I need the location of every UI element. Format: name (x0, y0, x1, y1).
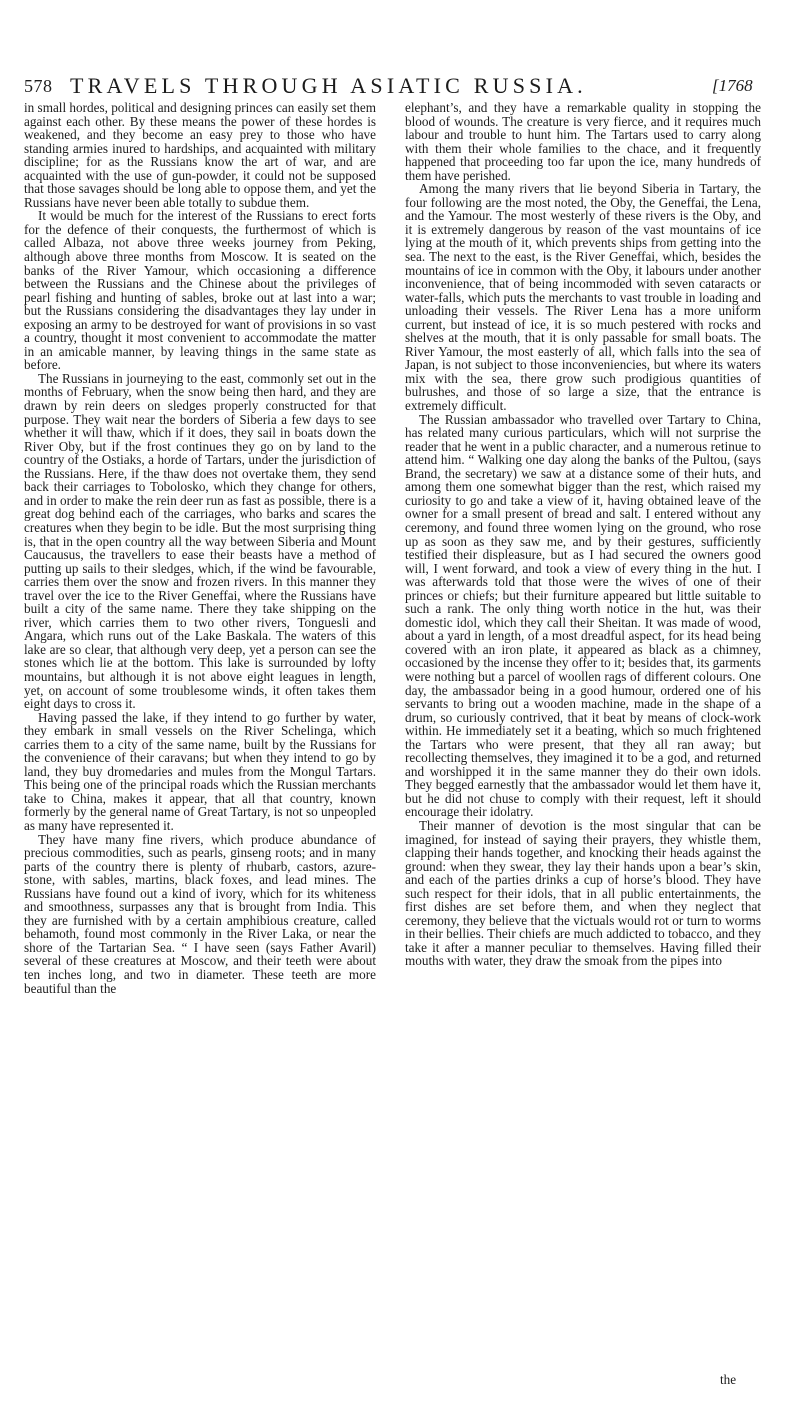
running-title: TRAVELS THROUGH ASIATIC RUSSIA. (70, 73, 587, 98)
paragraph: in small hordes, political and designing princes can easily set them against each other. By these means the power of these hordes is weakened, and they become an easy prey to those who have standing armies inured to hardships, and acquainted with military discipline; for as the Russians know the art of war, and are acquainted with the use of gun-powder, it could not be supposed that those savages should be long able to oppose them, and yet the Russians have never been able totally to subdue them. (24, 100, 376, 210)
paragraph: They have many fine rivers, which produce abundance of precious commodities, such as pearls, ginseng roots; and in many parts of the country there is plenty of rhubarb, castors, azure-stone, with sables, martins, black foxes, and lead mines. The Russians have found out a kind of ivory, which for its whiteness and smoothness, surpasses any that is brought from India. This they are furnished with by a certain amphibious creature, called behamoth, found most commonly in the River Laka, or near the shore of the Tartarian Sea. “ I have seen (says Father Avaril) several of these creatures at Moscow, and their teeth were about ten inches long, and two in diameter. These teeth are more beautiful than the (24, 831, 376, 996)
running-header (0, 0, 800, 100)
paragraph: It would be much for the interest of the Russians to erect forts for the defence of their conquests, the furthermost of which is called Albaza, not above three weeks journey from Peking, although above three months from Moscow. It is seated on the banks of the River Yamour, which occasioning a difference between the Russians and the Chinese about the privileges of pearl fishing and hunting of sables, broke out at last into a war; but the Russians considering the disadvantages they lay under in exposing an army to be destroyed for want of provisions in so vast a country, thought it most convenient to accommodate the matter in an amicable manner, by leaving things in the same state as before. (24, 208, 376, 373)
paragraph: Among the many rivers that lie beyond Siberia in Tartary, the four following are the most noted, the Oby, the Geneffai, the Lena, and the Yamour. The most westerly of these rivers is the Oby, and it is extremely dangerous by reason of the vast mountains of ice lying at the mouth of it, which prevents ships from getting into the sea. The next to the east, is the River Geneffai, which, besides the mountains of ice in common with the Oby, it labours under another inconvenience, that of being incommoded with seven cataracts or water-falls, which puts the merchants to vast trouble in loading and unloading their vessels. The River Lena has a more uniform current, but instead of ice, it is so much pestered with rocks and shelves at the mouth, that it is only passable for small boats. The River Yamour, the most easterly of all, which falls into the sea of Japan, is not subject to those inconveniencies, but where its waters mix with the sea, there grow such prodigious quantities of bulrushes, and those of so large a size, that the entrance is extremely difficult. (405, 181, 761, 414)
year-bracket: [1768 (712, 76, 753, 95)
right-column (405, 101, 761, 968)
paragraph: The Russian ambassador who travelled over Tartary to China, has related many curious particulars, which will not surprise the reader that he went in a public character, and a numerous retinue to attend him. “ Walking one day along the banks of the Pultou, (says Brand, the secretary) we saw at a distance some of their huts, and among them one somewhat bigger than the rest, which raised my curiosity to go and take a view of it, having obtained leave of the owner for a small present of bread and salt. I entered without any ceremony, and found three women lying on the ground, who rose up as soon as they saw me, and by their gestures, sufficiently testified their displeasure, but as I had secured the owners good will, I went forward, and took a view of every thing in the hut. I was afterwards told that those were the wives of one of their princes or chiefs; but their furniture appeared but little suitable to such a rank. The only thing worth notice in the hut, was their domestic idol, which they call their Sheitan. It was made of wood, about a yard in length, of a most dreadful aspect, for its head being covered with an iron plate, it appeared as black as a chimney, occasioned by the incense they offer to it; besides that, its garments were nothing but a parcel of woollen rags of different colours. One day, the ambassador being in a good humour, ordered one of his servants to bring out a wooden machine, made in the shape of a drum, so curiously contrived, that it beat by means of clock-work within. He immediately set it a beating, which so much frightened the Tartars who were present, that they all ran away; but recollecting themselves, they imagined it to be a god, and returned and worshipped it in the same manner they do their own idols. They begged earnestly that the ambassador would let them have it, but he did not chuse to comply with their request, left it should encourage their idolatry. (405, 411, 761, 820)
paragraph: elephant’s, and they have a remarkable quality in stopping the blood of wounds. The creature is very fierce, and it requires much labour and trouble to hunt him. The Tartars used to carry along with them their whole families to the chace, and it frequently happened that proceeding too far upon the ice, many hundreds of them have perished. (405, 100, 761, 183)
paragraph: Their manner of devotion is the most singular that can be imagined, for instead of saying their prayers, they whistle them, clapping their hands together, and knocking their heads against the ground: when they swear, they lay their hands upon a bear’s skin, and each of the parties drinks a cup of horse’s blood. They have such respect for their idols, that in all public entertainments, the first dishes are set before them, and when they neglect that ceremony, they believe that the victuals would rot or turn to worms in their bellies. Their chiefs are much addicted to tobacco, and they take it after a manner peculiar to themselves. Having filled their mouths with water, they draw the smoak from the pipes into (405, 817, 761, 969)
paragraph: Having passed the lake, if they intend to go further by water, they embark in small vessels on the River Schelinga, which carries them to a city of the same name, built by the Russians for the convenience of their caravans; but when they intend to go by land, they buy dromedaries and mules from the Mongul Tartars. This being one of the principal roads which the Russian merchants take to China, makes it appear, that all that country, known formerly by the general name of Great Tartary, is not so unpeopled as many have represented it. (24, 709, 376, 833)
left-column (24, 101, 376, 995)
paragraph: The Russians in journeying to the east, commonly set out in the months of February, when the snow being then hard, and they are drawn by rein deers on sledges properly constructed for that purpose. They wait near the borders of Siberia a few days to see whether it will thaw, which if it does, they sail in boats down the River Oby, but if the frost continues they go on by land to the country of the Ostiaks, a horde of Tartars, under the jurisdiction of the Russians. Here, if the thaw does not overtake them, they send back their carriages to Tobolosko, which they change for others, and in order to make the rein deer run as fast as possible, there is a great dog behind each of the carriages, who barks and scares the creatures when they begin to be idle. But the most surprising thing is, that in the open country all the way between Siberia and Mount Caucausus, the travellers to ease their beasts have a method of putting up sails to their sledges, which, if the wind be favourable, carries them over the snow and frozen rivers. In this manner they travel over the ice to the River Geneffai, where the Russians have built a city of the same name. There they take shipping on the river, which carries them to two other rivers, Tonguesli and Angara, which runs out of the Lake Baskala. The waters of this lake are so clear, that although very deep, yet a person can see the stones which lie at the bottom. This lake is surrounded by lofty mountains, but although it is not above eight leagues in length, yet, on account of some troublesome winds, it often takes them eight days to cross it. (24, 370, 376, 712)
catchword: the (720, 1372, 737, 1387)
page-number: 578 (24, 76, 53, 96)
